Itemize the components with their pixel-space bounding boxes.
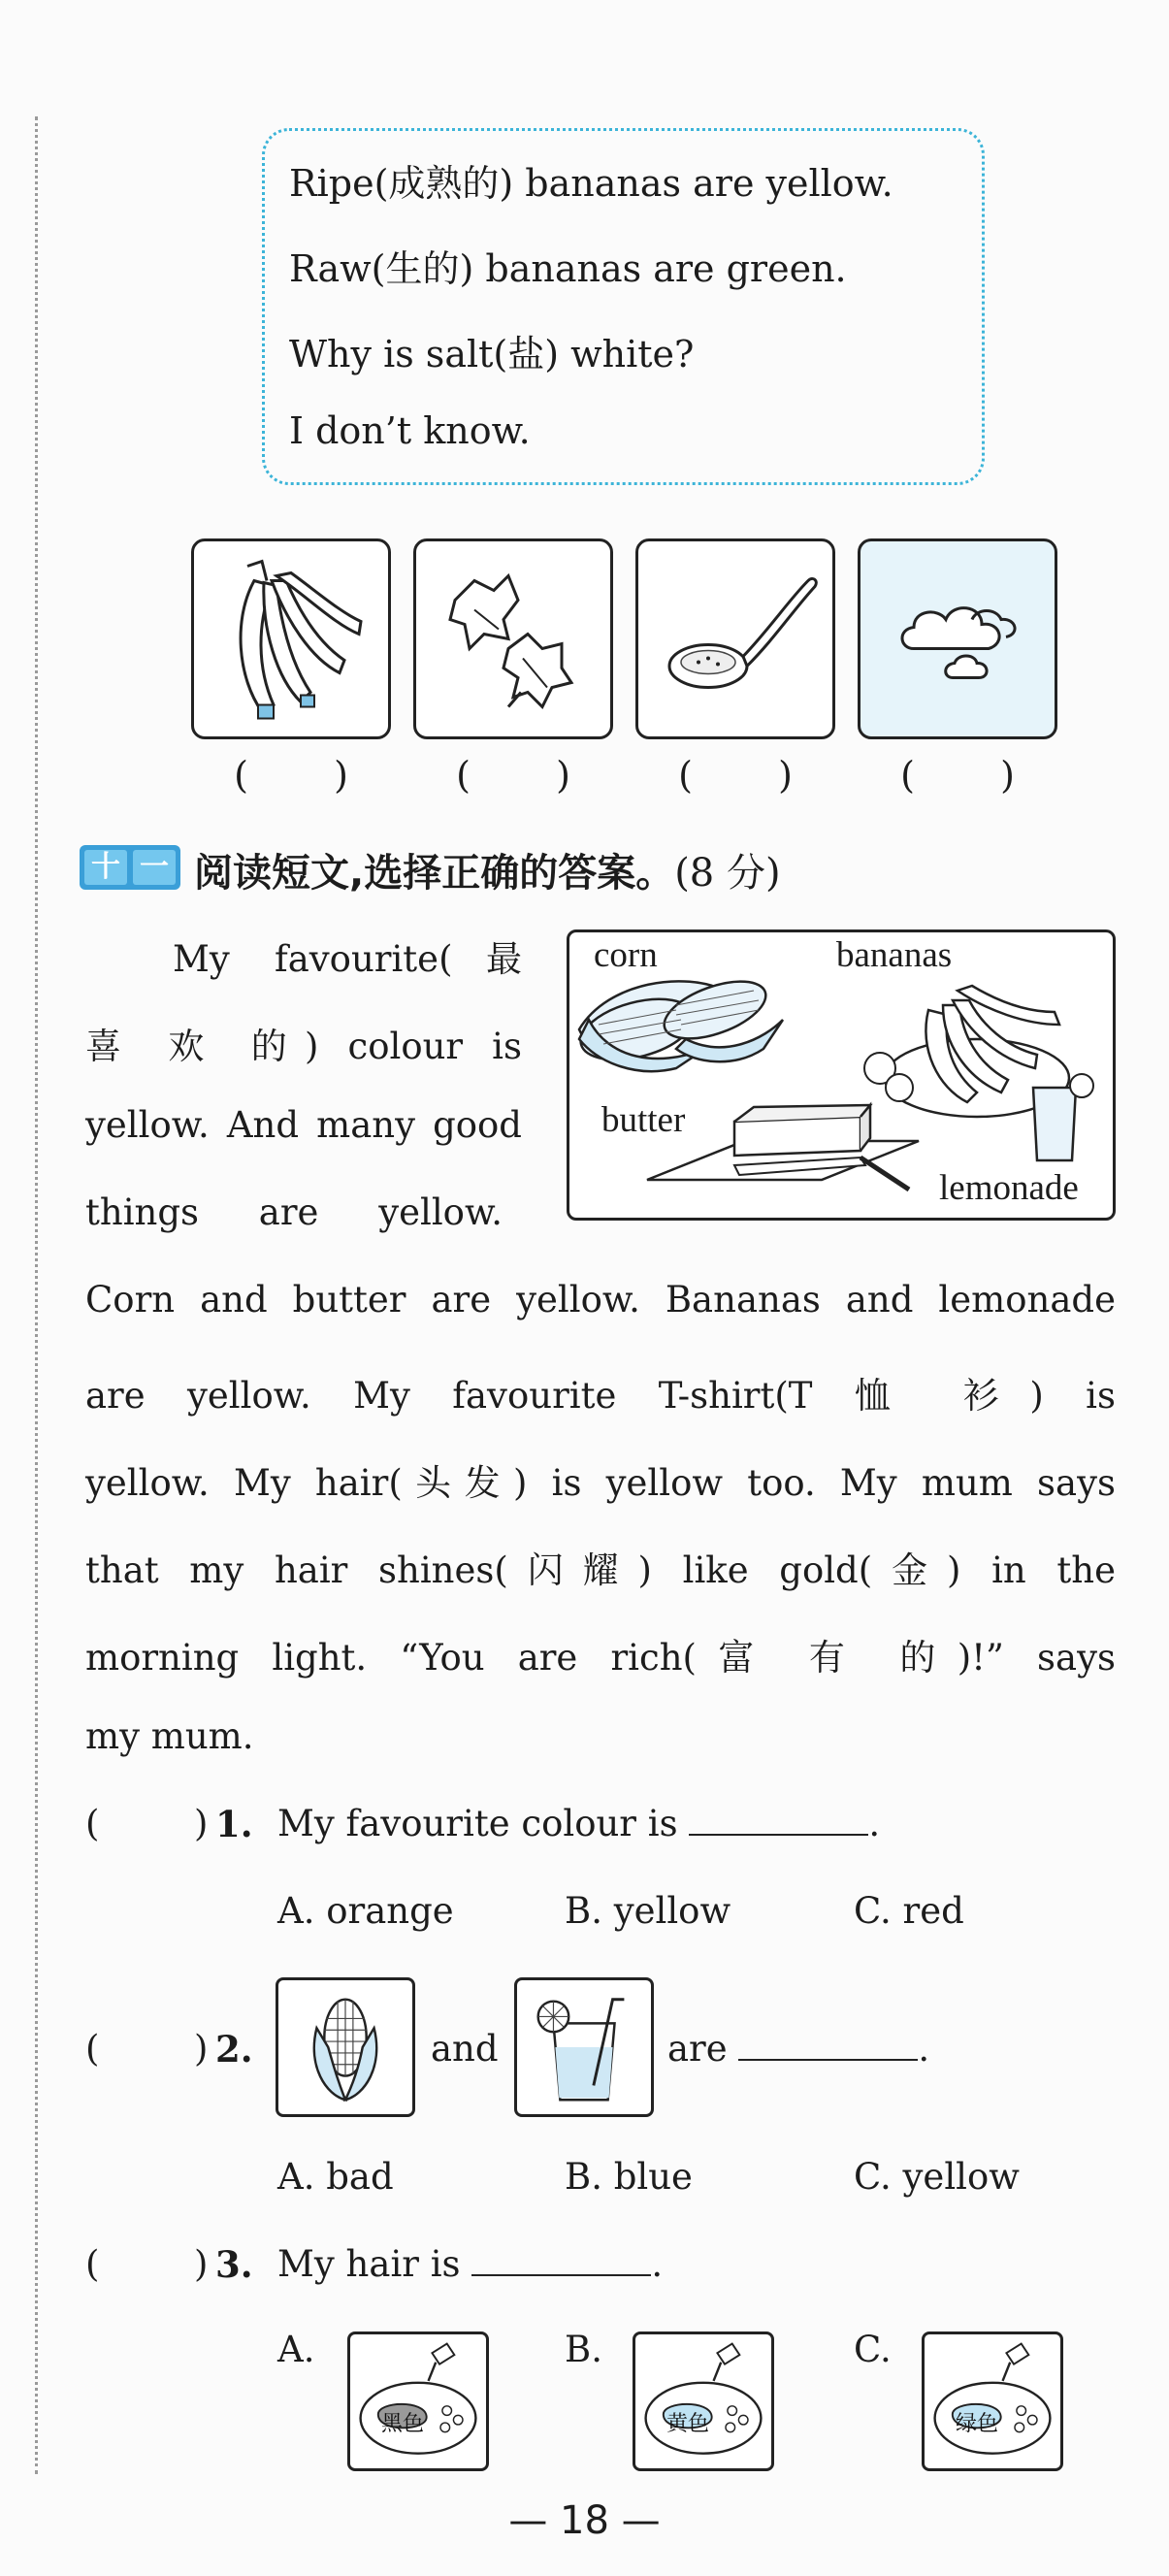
q2-word-and: and [431,2028,499,2070]
spoon-of-salt-icon [635,538,835,739]
bananas-icon [191,538,391,739]
q1-answer-paren-close: ) [194,1803,209,1844]
q3-option-c-green-paint-icon[interactable] [922,2331,1063,2471]
q2-number: 2. [215,2028,253,2071]
scene-label-corn: corn [594,935,658,975]
q1-option-a[interactable]: A. orange [277,1890,454,1932]
passage-line-4: things are yellow. [85,1191,503,1233]
passage-line-9: morning light. “You are rich(富 有 的)!” says [85,1637,1116,1679]
bubble-line-4: I don’t know. [289,409,531,452]
q2-answer-paren-open[interactable]: ( [85,2028,100,2070]
q1-option-b[interactable]: B. yellow [565,1890,731,1932]
q3-option-a-paint-label: 黑色 [381,2412,425,2436]
bubble-line-1: Ripe(成熟的) bananas are yellow. [289,162,893,205]
answer-paren-1[interactable]: ( ) [234,754,348,797]
q3-question: My hair is . [277,2243,664,2285]
q1-blank[interactable] [689,1805,868,1836]
q3-option-b-paint-label: 黄色 [666,2412,710,2436]
passage-line-3: yellow. And many good [85,1104,522,1146]
passage-line-1: My favourite(最 [173,938,522,980]
passage-line-8: that my hair shines(闪耀) like gold(金) in the [85,1549,1116,1591]
binding-dotted-line [35,116,38,2474]
passage-line-2: 喜 欢 的) colour is [85,1026,522,1067]
q3-option-a-letter[interactable]: A. [277,2329,315,2370]
corn-icon [276,1977,415,2117]
section-title: 阅读短文,选择正确的答案。(8 分) [194,851,781,896]
leaves-icon [413,538,613,739]
q2-option-b[interactable]: B. blue [565,2156,693,2198]
q2-option-a[interactable]: A. bad [277,2156,394,2198]
clouds-icon [858,538,1057,739]
q3-option-c-paint-label: 绿色 [956,2412,999,2436]
answer-paren-4[interactable]: ( ) [900,754,1015,797]
q2-answer-paren-close: ) [194,2028,209,2070]
bubble-line-3: Why is salt(盐) white? [289,333,695,375]
q3-option-c-letter[interactable]: C. [854,2329,892,2370]
q2-question-tail: are . [667,2028,930,2070]
lemonade-icon [514,1977,654,2117]
passage-line-10: my mum. [85,1715,254,1757]
passage-line-5: Corn and butter are yellow. Bananas and lemonade [85,1279,1116,1321]
q1-question: My favourite colour is . [277,1803,881,1844]
q1-number: 1. [215,1803,253,1845]
answer-paren-2[interactable]: ( ) [456,754,570,797]
scene-label-lemonade: lemonade [939,1168,1079,1208]
q3-answer-paren-close: ) [194,2243,209,2285]
answer-paren-3[interactable]: ( ) [678,754,793,797]
passage-line-7: yellow. My hair(头发) is yellow too. My mum says [85,1462,1116,1504]
q2-blank[interactable] [738,2030,918,2061]
section-number-badge: 十 一 [80,845,180,890]
q3-option-a-black-paint-icon[interactable] [347,2331,489,2471]
passage-line-6: are yellow. My favourite T-shirt(T 恤 衫) is [85,1375,1116,1417]
q3-number: 3. [215,2243,253,2286]
q3-blank[interactable] [471,2245,651,2276]
page-number: — 18 — [508,2498,661,2543]
scene-label-bananas: bananas [836,935,953,975]
q2-option-c[interactable]: C. yellow [854,2156,1020,2198]
q1-answer-paren-open[interactable]: ( [85,1803,100,1844]
scene-label-butter: butter [601,1100,686,1140]
bubble-line-2: Raw(生的) bananas are green. [289,247,847,290]
q3-answer-paren-open[interactable]: ( [85,2243,100,2285]
q3-option-b-letter[interactable]: B. [565,2329,602,2370]
q3-option-b-yellow-paint-icon[interactable] [633,2331,774,2471]
q1-option-c[interactable]: C. red [854,1890,964,1932]
